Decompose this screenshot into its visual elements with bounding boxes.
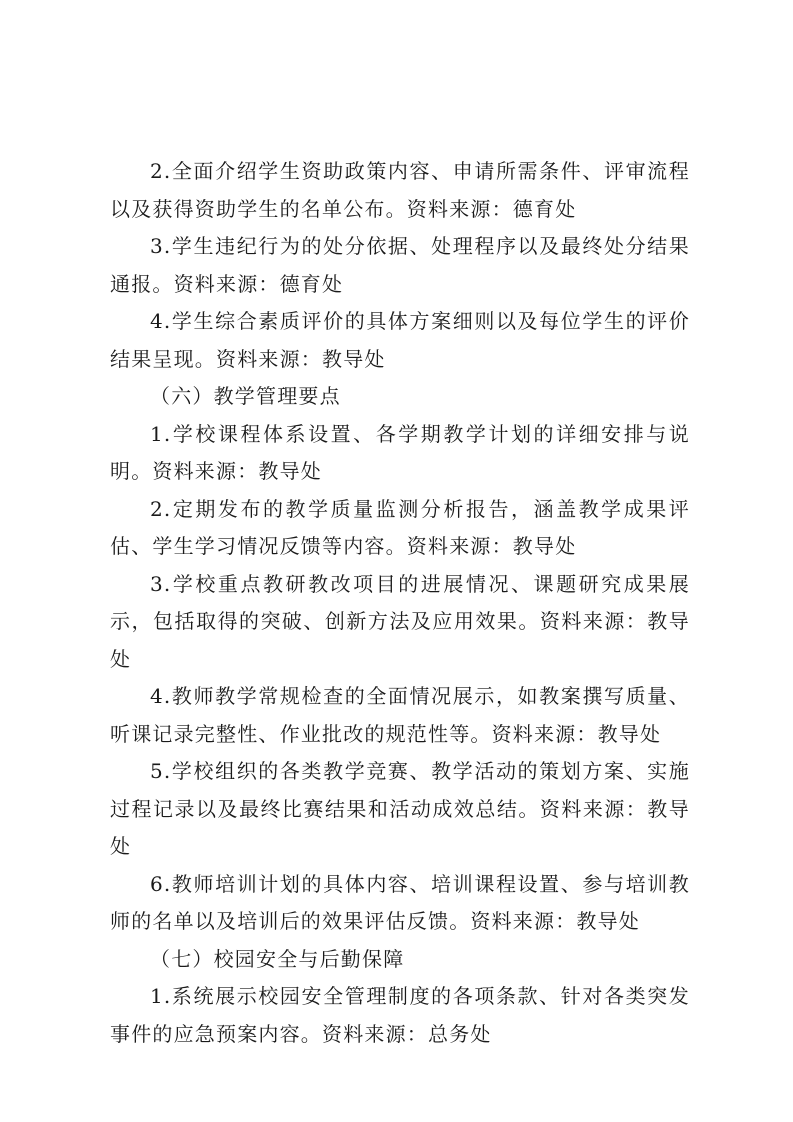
- document-body: [110, 153, 690, 1053]
- paragraph-evaluation: 4.学生综合素质评价的具体方案细则以及每位学生的评价结果呈现。资料来源：教导处: [110, 309, 690, 371]
- paragraph-discipline: 3.学生违纪行为的处分依据、处理程序以及最终处分结果通报。资料来源：德育处: [110, 234, 690, 296]
- paragraph-research-projects: 3.学校重点教研教改项目的进展情况、课题研究成果展示，包括取得的突破、创新方法及应用效果。资料来源：教导处: [110, 571, 690, 671]
- paragraph-routine-inspection: 4.教师教学常规检查的全面情况展示，如教案撰写质量、听课记录完整性、作业批改的规范性等。资料来源：教导处: [110, 684, 690, 746]
- paragraph-safety-rules: 1.系统展示校园安全管理制度的各项条款、针对各类突发事件的应急预案内容。资料来源：总务处: [110, 984, 690, 1046]
- paragraph-student-aid: 2.全面介绍学生资助政策内容、申请所需条件、评审流程以及获得资助学生的名单公布。资料来源：德育处: [110, 159, 690, 221]
- paragraph-competitions: 5.学校组织的各类教学竞赛、教学活动的策划方案、实施过程记录以及最终比赛结果和活动成效总结。资料来源：教导处: [110, 759, 690, 858]
- paragraph-quality-report: 2.定期发布的教学质量监测分析报告，涵盖教学成果评估、学生学习情况反馈等内容。资料来源：教导处: [110, 496, 690, 558]
- paragraph-teacher-training: 6.教师培训计划的具体内容、培训课程设置、参与培训教师的名单以及培训后的效果评估反馈。资料来源：教导处: [110, 871, 690, 933]
- paragraph-curriculum: 1.学校课程体系设置、各学期教学计划的详细安排与说明。资料来源：教导处: [110, 421, 690, 483]
- section-heading-teaching: （六）教学管理要点: [150, 384, 341, 408]
- section-heading-safety: （七）校园安全与后勤保障: [150, 946, 405, 971]
